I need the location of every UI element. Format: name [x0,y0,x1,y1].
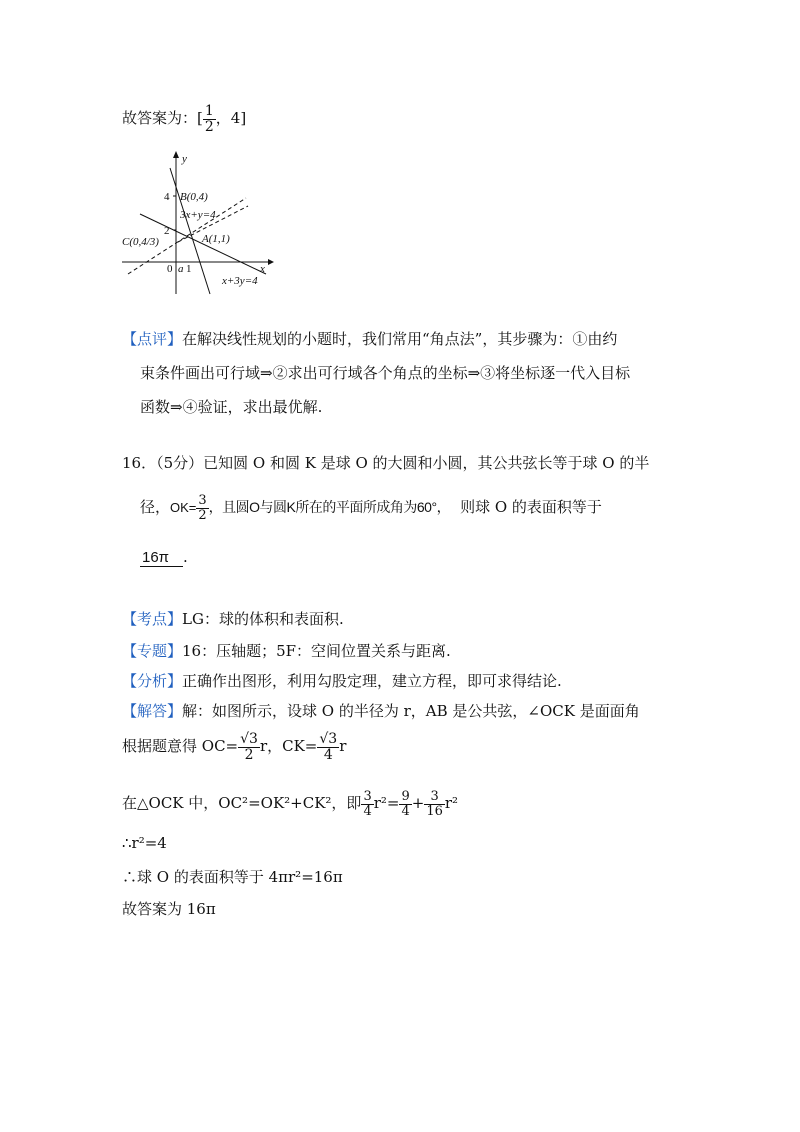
three-quarters-fraction: $\frac{3}{4}$ [363,789,372,819]
equation-line-1: 根据题意得 OC= $\frac{√3}{2}$ r，CK= $\frac{√3}{4}$ r [122,731,347,763]
step-r-squared: ∴r²=4 [122,834,167,852]
point-a-label: A(1,1) [202,233,230,245]
answer-suffix: ，4] [215,109,247,128]
review-line-2: 束条件画出可行域⇒②求出可行域各个角点的坐标⇒③将坐标逐一代入目标 [140,364,631,382]
feasible-region-graph [118,148,278,298]
y-axis-arrow [173,151,179,158]
y-tick-2: 2 [164,225,170,237]
nine-quarters-fraction: $\frac{9}{4}$ [401,789,410,819]
x-tick-a: a [178,263,184,275]
line-x3y-label: x+3y=4 [222,275,258,287]
point-c-label: C(0,4/3) [122,236,159,248]
answer-line [122,104,246,134]
question-16-answer: 16π . [142,548,188,566]
oc-fraction: $\frac{√3}{2}$ [240,731,258,763]
fraction-half: $\frac{1}{2}$ [204,103,214,135]
review-line-1: 【点评】在解决线性规划的小题时，我们常用“角点法”，其步骤为：①由约 [122,330,618,348]
equation-line-2: 在△OCK 中，OC²=OK²+CK²，即 $\frac{3}{4}$ r²= $\frac{9}{4}$ + $\frac{3}{16}$ r² [122,789,459,819]
x-axis-label: x [260,263,265,275]
ok-fraction: $\frac{3}{2}$ [198,493,207,523]
answer-blank: 16π [140,549,183,567]
x-tick-1: 1 [186,263,192,275]
review-tag: 【点评】 [122,330,183,348]
kaodian-line: 【考点】LG：球的体积和表面积. [122,610,344,628]
final-answer: 故答案为 16π [122,900,216,918]
question-16-line-2: 径，OK= $\frac{3}{2}$ ，且圆O与圆K所在的平面所成角为60°， 则球 O 的表面积等于 [140,493,602,523]
y-axis-label: y [182,153,187,165]
jieda-line: 【解答】解：如图所示，设球 O 的半径为 r，AB 是公共弦，∠OCK 是面面角 [122,702,640,720]
review-line-3: 函数⇒④验证，求出最优解. [140,398,323,416]
fenxi-line: 【分析】正确作出图形，利用勾股定理，建立方程，即可求得结论. [122,672,562,690]
y-tick-4: 4 [164,191,170,203]
answer-prefix: 故答案为：[ [122,109,203,128]
zhuanti-line: 【专题】16：压轴题；5F：空间位置关系与距离. [122,642,451,660]
x-axis-arrow [268,259,274,265]
question-16-line-1: 16．（5分）已知圆 O 和圆 K 是球 O 的大圆和小圆，其公共弦长等于球 O 的半 [122,454,650,472]
ck-fraction: $\frac{√3}{4}$ [319,731,338,763]
line-3x-label: 3x+y=4 [180,209,216,221]
ok-label: OK= [170,500,197,516]
three-sixteenths-fraction: $\frac{3}{16}$ [426,789,443,819]
step-surface-area: ∴球 O 的表面积等于 4πr²=16π [122,868,343,886]
origin-label: 0 [167,263,173,275]
point-b-label: B(0,4) [180,191,208,203]
